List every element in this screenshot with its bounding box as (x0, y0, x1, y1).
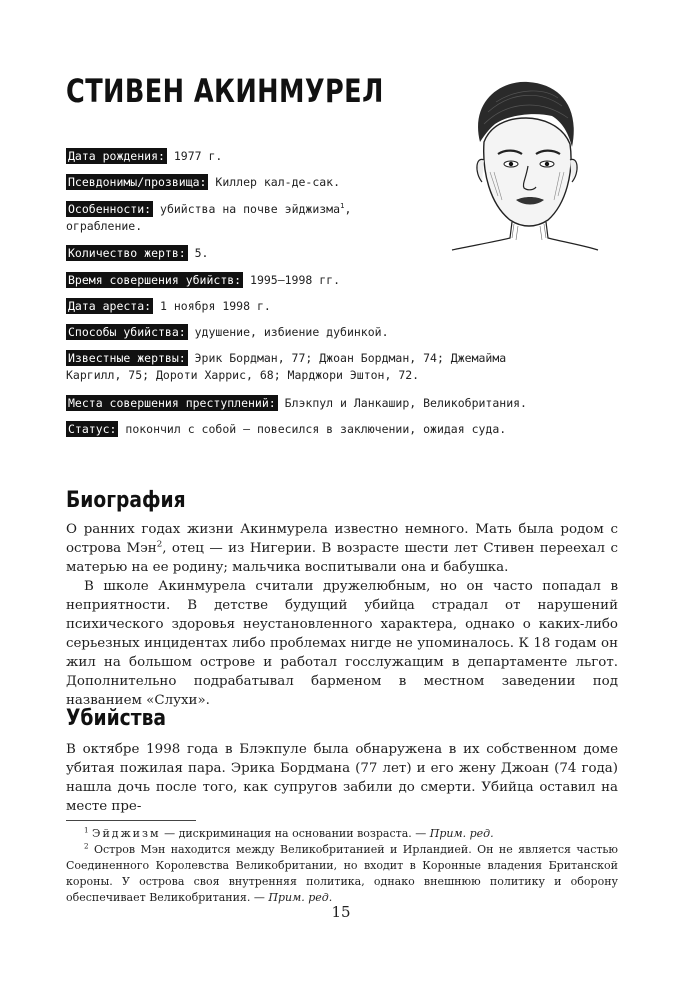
paragraph-text: , отец — из Нигерии. В возрасте шести лет Стивен переехал с матерью на ее родину; мальчика воспитывали она и бабушка. (66, 541, 618, 575)
fact-value: убийства на почве эйджизма (153, 202, 341, 216)
fact-murder-period (66, 272, 606, 289)
fact-label: Время совершения убийств: (68, 273, 242, 287)
fact-value: 1 ноября 1998 г. (153, 299, 271, 313)
fact-methods (66, 324, 606, 341)
paragraph: В октябре 1998 года в Блэкпуле была обнаружена в их собственном доме убитая пожилая пара. Эрика Бордмана (77 лет) и его жену Джоан (74 года) нашла дочь после того, как супругов забили до смерти. Убийца оставил на месте пре- (66, 742, 618, 814)
murders-text (66, 740, 618, 816)
footnote-number: 1 (84, 825, 89, 835)
fact-known-victims (66, 350, 606, 384)
paragraph (66, 520, 618, 577)
footnote-divider (66, 820, 196, 821)
fact-value: Эрик Бордман, 77; Джоан Бордман, 74; Джемайма (187, 351, 507, 365)
footnotes (66, 826, 618, 906)
footnote-number: 2 (84, 841, 89, 851)
fact-label: Известные жертвы: (68, 351, 186, 365)
fact-label: Количество жертв: (68, 246, 186, 260)
fact-value: 5. (187, 246, 209, 260)
fact-birth-date (66, 148, 606, 165)
fact-value: удушение, избиение дубинкой. (187, 325, 389, 339)
fact-arrest-date (66, 298, 606, 315)
fact-label: Дата ареста: (68, 299, 152, 313)
fact-aliases (66, 174, 606, 191)
editor-note: Прим. ред. (429, 827, 494, 840)
fact-value-cont: ограбление. (66, 219, 143, 233)
fact-value: Киллер кал-де-сак. (208, 175, 341, 189)
footnote-text: Остров Мэн находится между Великобританией и Ирландией. Он не является частью Соединенного Королевства Великобритании, но входит в Коронные владения Британской короны. У острова своя внутренняя политика, однако внешнюю политику и оборону обеспечивает Великобритания. — (66, 843, 618, 904)
fact-value-cont: Каргилл, 75; Дороти Харрис, 68; Марджори Эштон, 72. (66, 368, 420, 382)
fact-label: Особенности: (68, 202, 152, 216)
footnote-2 (66, 842, 618, 906)
section-heading-biography: Биография (66, 488, 186, 513)
fact-locations (66, 395, 606, 412)
paragraph-text: О ранних годах жизни Акинмурела известно немного. Мать была родом с острова Мэн (66, 522, 618, 556)
editor-note: Прим. ред. (268, 891, 333, 904)
fact-value: Блэкпул и Ланкашир, Великобритания. (277, 396, 527, 410)
footnote-ref: 2 (156, 539, 163, 550)
paragraph: В школе Акинмурела считали дружелюбным, но он часто попадал в неприятности. В детстве будущий убийца страдал от нарушений психического здоровья неустановленного характера, однако о каких-либо серьезных инцидентах либо проблемах нигде не упоминалось. К 18 годам он жил на большом острове и работал госслужащим в департаменте льгот. Дополнительно подрабатывал барменом в местном заведении под названием «Слухи». (66, 579, 618, 708)
biography-text (66, 520, 618, 710)
fact-value: 1977 г. (166, 149, 223, 163)
fact-features (66, 201, 606, 235)
footnote-ref: 1 (340, 201, 345, 211)
fact-label: Псевдонимы/прозвища: (68, 175, 207, 189)
fact-label: Статус: (68, 422, 117, 436)
fact-label: Места совершения преступлений: (68, 396, 276, 410)
footnote-text: — дискриминация на основании возраста. — (160, 827, 430, 840)
page-number: 15 (331, 903, 351, 921)
fact-label: Способы убийства: (68, 325, 186, 339)
fact-label: Дата рождения: (68, 149, 165, 163)
fact-value: покончил с собой — повесился в заключении, ожидая суда. (118, 422, 507, 436)
section-heading-murders: Убийства (66, 706, 167, 731)
fact-value: 1995–1998 гг. (243, 273, 341, 287)
page-title: СТИВЕН АКИНМУРЕЛ (66, 72, 384, 110)
fact-status (66, 421, 606, 438)
fact-value-tail: , (344, 202, 352, 216)
footnote-term: Эйджизм (92, 827, 161, 840)
fact-victim-count (66, 245, 606, 262)
footnote-1 (66, 826, 618, 842)
